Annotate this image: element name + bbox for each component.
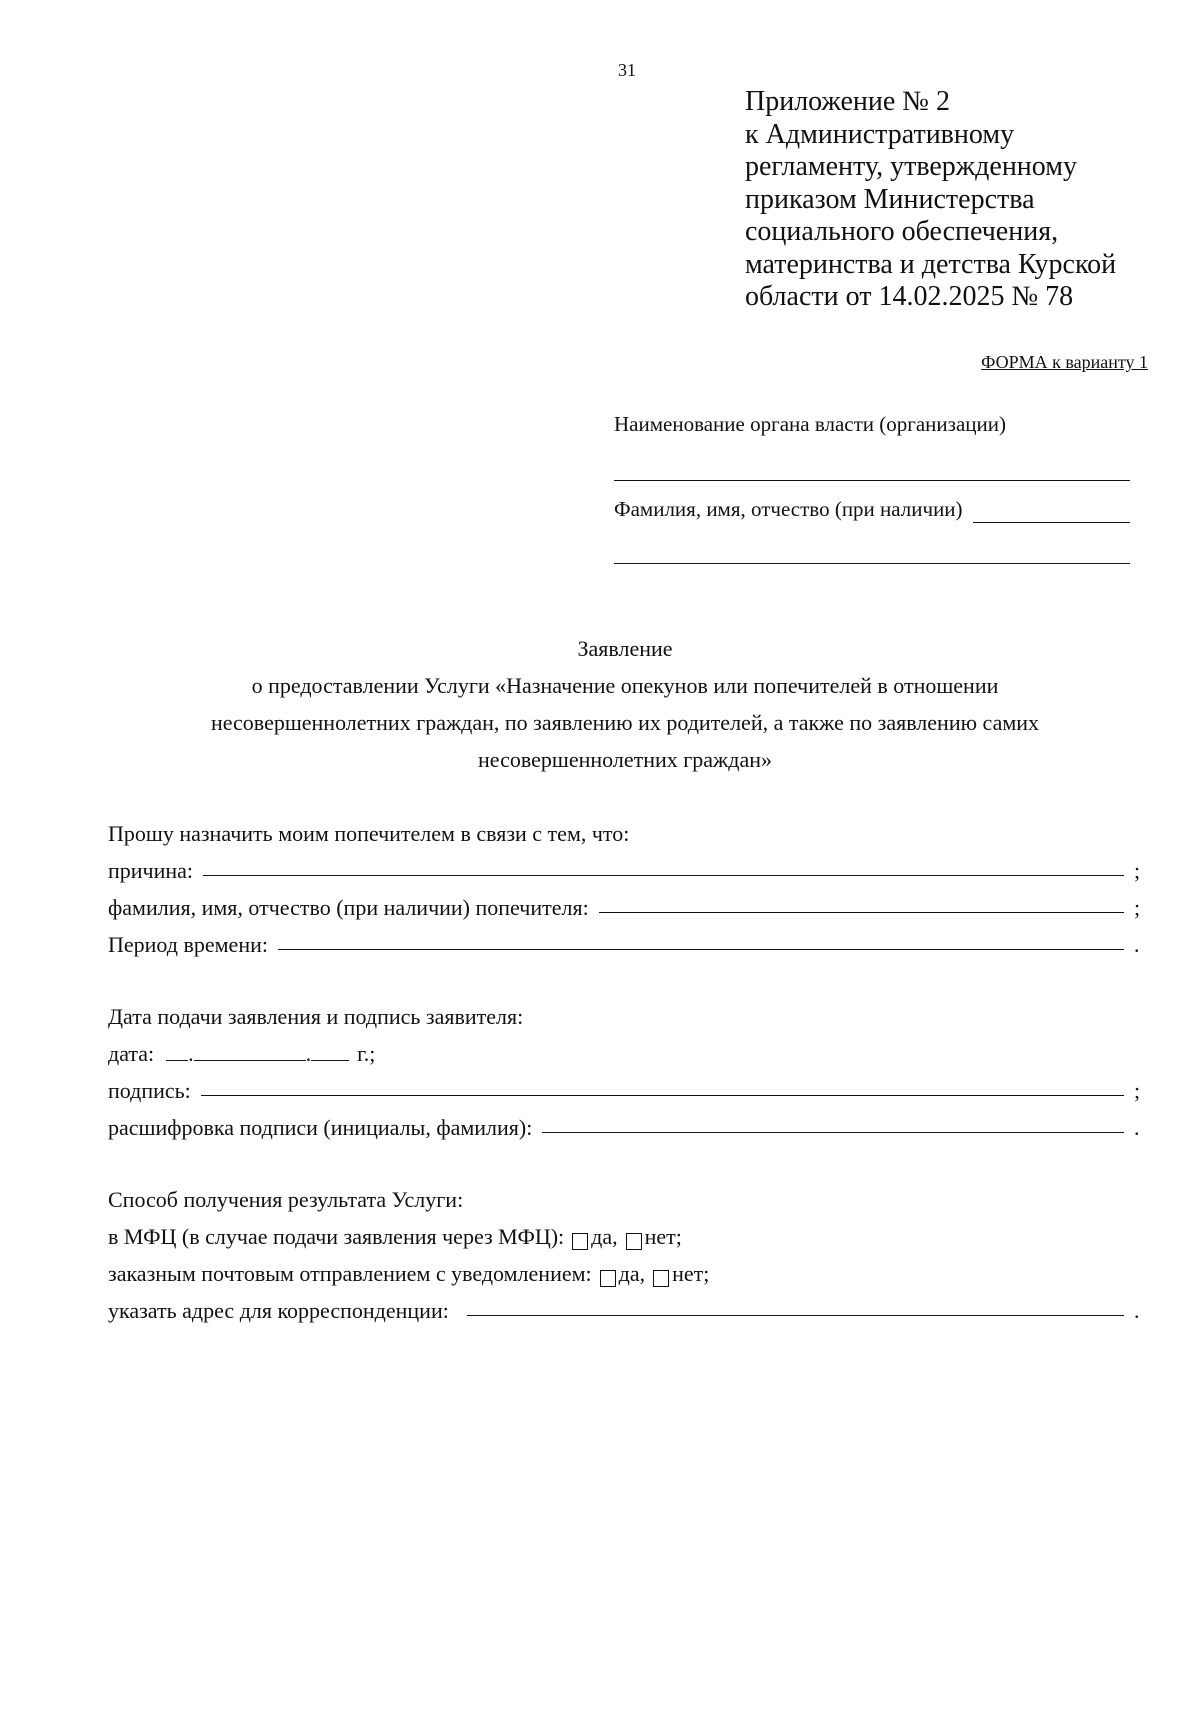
applicant-fio-field-continued[interactable] bbox=[614, 563, 1130, 564]
authority-name-label: Наименование органа власти (организации) bbox=[614, 412, 1006, 436]
signature-section bbox=[108, 993, 1144, 1141]
mail-no-checkbox[interactable] bbox=[653, 1270, 669, 1287]
signature-intro bbox=[108, 993, 1144, 1030]
period-mark: . bbox=[1134, 1298, 1140, 1323]
mfc-no-checkbox[interactable] bbox=[626, 1233, 642, 1250]
appendix-line: приказом Министерства bbox=[745, 183, 1035, 215]
title-line: несовершеннолетних граждан, по заявлению их родителей, а также по заявлению самих bbox=[210, 710, 1040, 735]
authority-block bbox=[614, 410, 1130, 564]
date-row bbox=[108, 1030, 1144, 1067]
reason-label: причина: bbox=[108, 858, 194, 883]
reason-field[interactable] bbox=[203, 875, 1124, 876]
date-fields: . . bbox=[166, 1041, 349, 1067]
appendix-line: социального обеспечения, bbox=[745, 216, 1059, 247]
signature-intro-text: Дата подачи заявления и подпись заявителя: bbox=[108, 1004, 524, 1029]
title-heading: Заявление bbox=[577, 636, 673, 661]
result-intro-text: Способ получения результата Услуги: bbox=[108, 1187, 464, 1212]
mail-row bbox=[108, 1250, 1144, 1287]
result-intro bbox=[108, 1176, 1144, 1213]
period-mark: . bbox=[1134, 932, 1140, 957]
applicant-fio-row bbox=[614, 495, 1130, 523]
period-field[interactable] bbox=[278, 949, 1124, 950]
application-title bbox=[100, 630, 1150, 778]
yes-label: да, bbox=[618, 1261, 646, 1286]
mfc-yes-checkbox[interactable] bbox=[572, 1233, 588, 1250]
sign-label: подпись: bbox=[108, 1078, 191, 1103]
reason-row bbox=[108, 847, 1144, 884]
appendix-line: к Административному bbox=[745, 118, 1015, 150]
appendix-header bbox=[745, 86, 1165, 314]
semicolon: ; bbox=[1134, 1078, 1141, 1103]
mail-yes-checkbox[interactable] bbox=[600, 1270, 616, 1287]
guardian-row bbox=[108, 884, 1144, 921]
year-field[interactable] bbox=[311, 1042, 349, 1061]
guardian-label: фамилия, имя, отчество (при наличии) попечителя: bbox=[108, 895, 589, 920]
year-suffix: г.; bbox=[357, 1041, 376, 1066]
title-line: несовершеннолетних граждан» bbox=[478, 747, 772, 772]
request-section bbox=[108, 810, 1144, 958]
mfc-row bbox=[108, 1213, 1144, 1250]
date-label: дата: bbox=[108, 1041, 155, 1066]
day-field[interactable] bbox=[166, 1042, 188, 1061]
appendix-line: материнства и детства Курской bbox=[745, 248, 1117, 280]
result-section bbox=[108, 1176, 1144, 1324]
period-label: Период времени: bbox=[108, 932, 268, 957]
no-label: нет; bbox=[672, 1261, 710, 1286]
mfc-label: в МФЦ (в случае подачи заявления через МФЦ): bbox=[108, 1224, 565, 1249]
period-row bbox=[108, 921, 1144, 958]
applicant-fio-label: Фамилия, имя, отчество (при наличии) bbox=[614, 497, 963, 521]
period-mark: . bbox=[1134, 1115, 1140, 1140]
appendix-line: Приложение № 2 bbox=[745, 86, 950, 117]
address-label: указать адрес для корреспонденции: bbox=[108, 1298, 449, 1323]
appendix-line: регламенту, утвержденному bbox=[745, 151, 1077, 182]
guardian-field[interactable] bbox=[599, 912, 1124, 913]
address-row bbox=[108, 1287, 1144, 1324]
form-variant-label: ФОРМА к варианту 1 bbox=[981, 352, 1148, 372]
applicant-fio-field[interactable] bbox=[973, 500, 1130, 523]
semicolon: ; bbox=[1134, 858, 1141, 883]
address-field[interactable] bbox=[467, 1315, 1124, 1316]
decode-label: расшифровка подписи (инициалы, фамилия): bbox=[108, 1115, 533, 1140]
yes-label: да, bbox=[591, 1224, 618, 1249]
sign-row bbox=[108, 1067, 1144, 1104]
authority-name-field[interactable] bbox=[614, 480, 1130, 481]
title-line: о предоставлении Услуги «Назначение опекунов или попечителей в отношении bbox=[251, 673, 999, 698]
request-intro bbox=[108, 810, 1144, 847]
no-label: нет; bbox=[644, 1224, 682, 1249]
mail-label: заказным почтовым отправлением с уведомлением: bbox=[108, 1261, 592, 1286]
decode-row bbox=[108, 1104, 1144, 1141]
sign-field[interactable] bbox=[201, 1095, 1124, 1096]
month-field[interactable] bbox=[194, 1042, 306, 1061]
semicolon: ; bbox=[1134, 895, 1141, 920]
appendix-line: области от 14.02.2025 № 78 bbox=[745, 281, 1074, 312]
request-intro-text: Прошу назначить моим попечителем в связи с тем, что: bbox=[108, 821, 630, 846]
page-number: 31 bbox=[618, 60, 636, 80]
decode-field[interactable] bbox=[542, 1132, 1124, 1133]
